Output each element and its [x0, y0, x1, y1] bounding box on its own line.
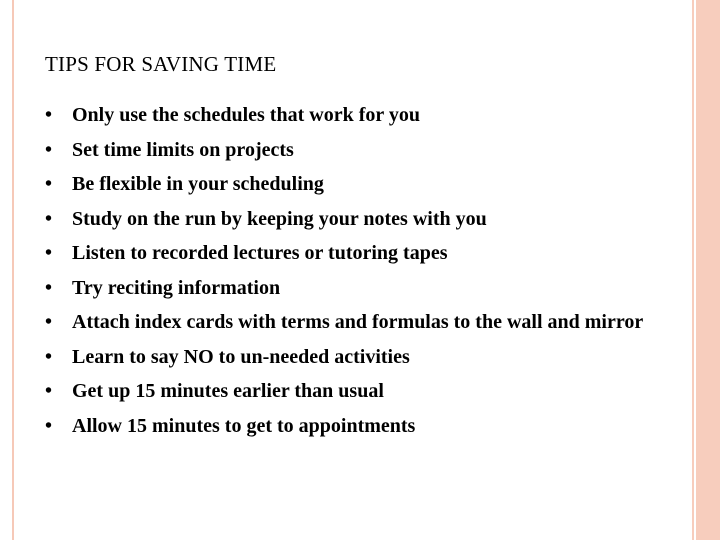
bullet-dot-icon: • — [45, 345, 53, 368]
left-border-line — [12, 0, 14, 540]
bullet-text: Set time limits on projects — [72, 138, 294, 161]
bullet-list — [45, 100, 690, 445]
bullet-item — [45, 376, 690, 406]
bullet-item — [45, 273, 690, 303]
bullet-item — [45, 204, 690, 234]
bullet-item — [45, 169, 690, 199]
bullet-item — [45, 100, 690, 130]
bullet-text: Try reciting information — [72, 276, 281, 299]
bullet-item — [45, 411, 690, 441]
bullet-dot-icon: • — [45, 276, 53, 299]
bullet-text: Attach index cards with terms and formulas to the wall and mirror — [72, 311, 644, 333]
bullet-dot-icon: • — [45, 104, 53, 126]
bullet-dot-icon: • — [45, 242, 53, 264]
bullet-text: Learn to say NO to un-needed activities — [72, 345, 410, 368]
bullet-dot-icon: • — [45, 138, 53, 161]
bullet-item — [45, 135, 690, 165]
bullet-text: Study on the run by keeping your notes with you — [72, 207, 487, 230]
bullet-dot-icon: • — [45, 207, 53, 230]
bullet-text: Allow 15 minutes to get to appointments — [72, 414, 416, 437]
right-decorative-band — [696, 0, 720, 540]
slide-title: TIPS FOR SAVING TIME — [45, 52, 277, 76]
bullet-text: Be flexible in your scheduling — [72, 173, 324, 195]
bullet-item — [45, 307, 690, 337]
bullet-dot-icon: • — [45, 380, 53, 402]
bullet-text: Listen to recorded lectures or tutoring tapes — [72, 242, 448, 264]
right-border-line — [692, 0, 694, 540]
bullet-text: Only use the schedules that work for you — [72, 104, 420, 126]
bullet-item — [45, 238, 690, 268]
bullet-text: Get up 15 minutes earlier than usual — [72, 380, 384, 402]
bullet-dot-icon: • — [45, 414, 53, 437]
bullet-dot-icon: • — [45, 173, 53, 195]
bullet-dot-icon: • — [45, 311, 53, 333]
bullet-item — [45, 342, 690, 372]
